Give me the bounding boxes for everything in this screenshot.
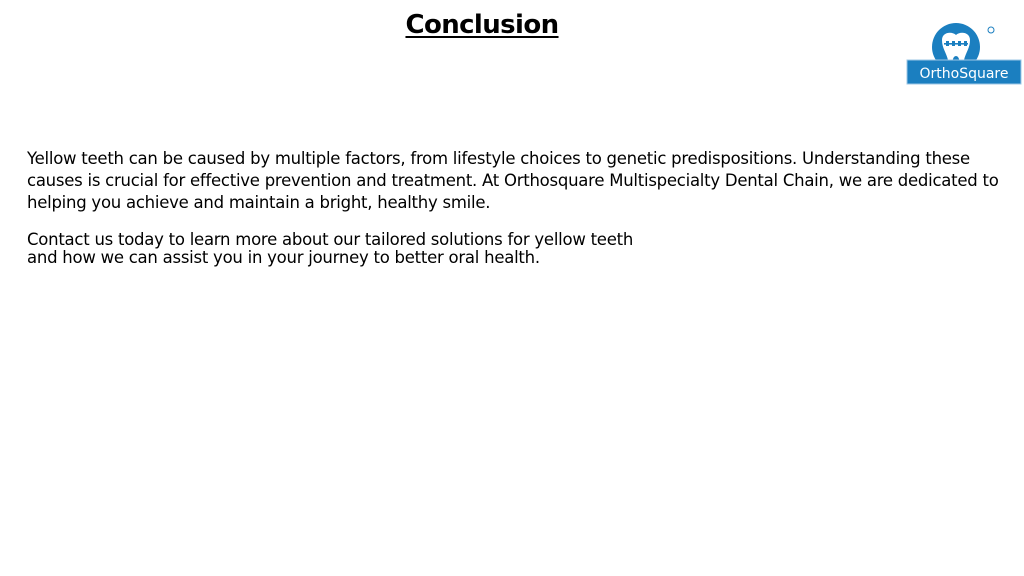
logo-text: OrthoSquare (919, 66, 1009, 82)
orthosquare-logo (906, 22, 1022, 86)
contact-line-1: Contact us today to learn more about our tailored solutions for yellow teeth (27, 230, 634, 249)
contact-paragraph (27, 231, 1012, 267)
conclusion-paragraph: Yellow teeth can be caused by multiple factors, from lifestyle choices to genetic predispositions. Understanding these causes is crucial for effective prevention and treatment. At Orthosquare Multispecialty Dental Chain, we are dedicated to helping you achieve and maintain a bright, healthy smile. (27, 149, 999, 212)
contact-line-2: and how we can assist you in your journey to better oral health. (27, 248, 540, 267)
slide-title: Conclusion (405, 10, 559, 40)
